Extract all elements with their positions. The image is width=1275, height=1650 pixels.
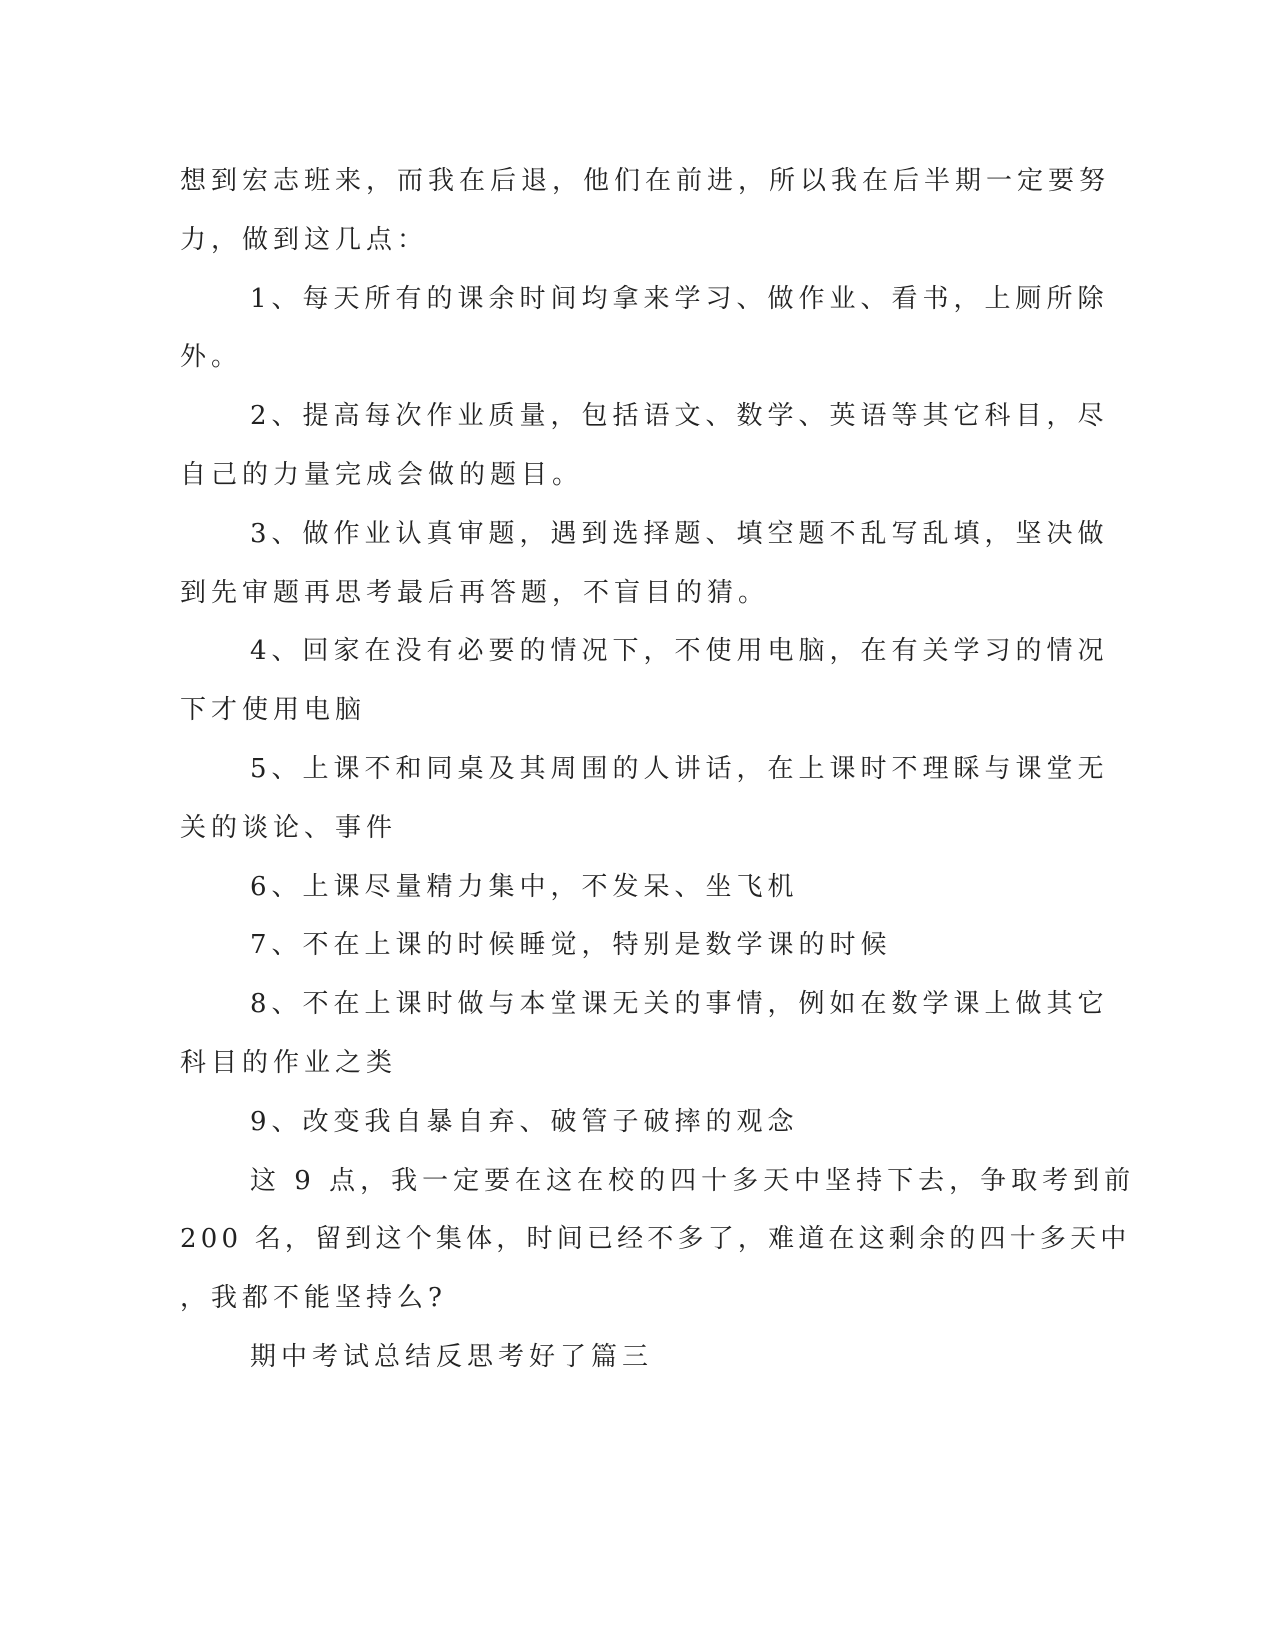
list-item-8: 8、不在上课时做与本堂课无关的事情，例如在数学课上做其它 [250, 989, 1109, 1020]
list-item-5-continuation: 关的谈论、事件 [180, 812, 398, 843]
list-item-4: 4、回家在没有必要的情况下，不使用电脑，在有关学习的情况 [250, 636, 1109, 667]
summary-paragraph-continuation: 200 名，留到这个集体，时间已经不多了，难道在这剩余的四十多天中 [180, 1224, 1131, 1255]
list-item-4-continuation: 下才使用电脑 [180, 695, 367, 726]
paragraph-line: 想到宏志班来，而我在后退，他们在前进，所以我在后半期一定要努 [180, 166, 1111, 196]
list-item-3-continuation: 到先审题再思考最后再答题，不盲目的猜。 [180, 577, 770, 608]
paragraph-line: 力，做到这几点： [180, 224, 429, 255]
list-item-9: 9、改变我自暴自弃、破管子破摔的观念 [250, 1106, 799, 1137]
list-item-1-continuation: 外。 [180, 342, 243, 373]
list-item-8-continuation: 科目的作业之类 [180, 1047, 398, 1078]
list-item-6: 6、上课尽量精力集中，不发呆、坐飞机 [250, 871, 799, 902]
summary-paragraph: 这 9 点，我一定要在这在校的四十多天中坚持下去，争取考到前 [250, 1165, 1136, 1196]
list-item-7: 7、不在上课的时候睡觉，特别是数学课的时候 [250, 930, 892, 961]
list-item-1: 1、每天所有的课余时间均拿来学习、做作业、看书，上厕所除 [250, 283, 1109, 314]
list-item-2-continuation: 自己的力量完成会做的题目。 [180, 459, 584, 490]
document-body [180, 152, 1136, 1387]
list-item-5: 5、上课不和同桌及其周围的人讲话，在上课时不理睬与课堂无 [250, 753, 1109, 784]
list-item-3: 3、做作业认真审题，遇到选择题、填空题不乱写乱填，坚决做 [250, 518, 1109, 549]
summary-paragraph-continuation: ，我都不能坚持么? [180, 1283, 447, 1314]
section-heading: 期中考试总结反思考好了篇三 [250, 1341, 654, 1372]
list-item-2: 2、提高每次作业质量，包括语文、数学、英语等其它科目，尽 [250, 401, 1109, 432]
